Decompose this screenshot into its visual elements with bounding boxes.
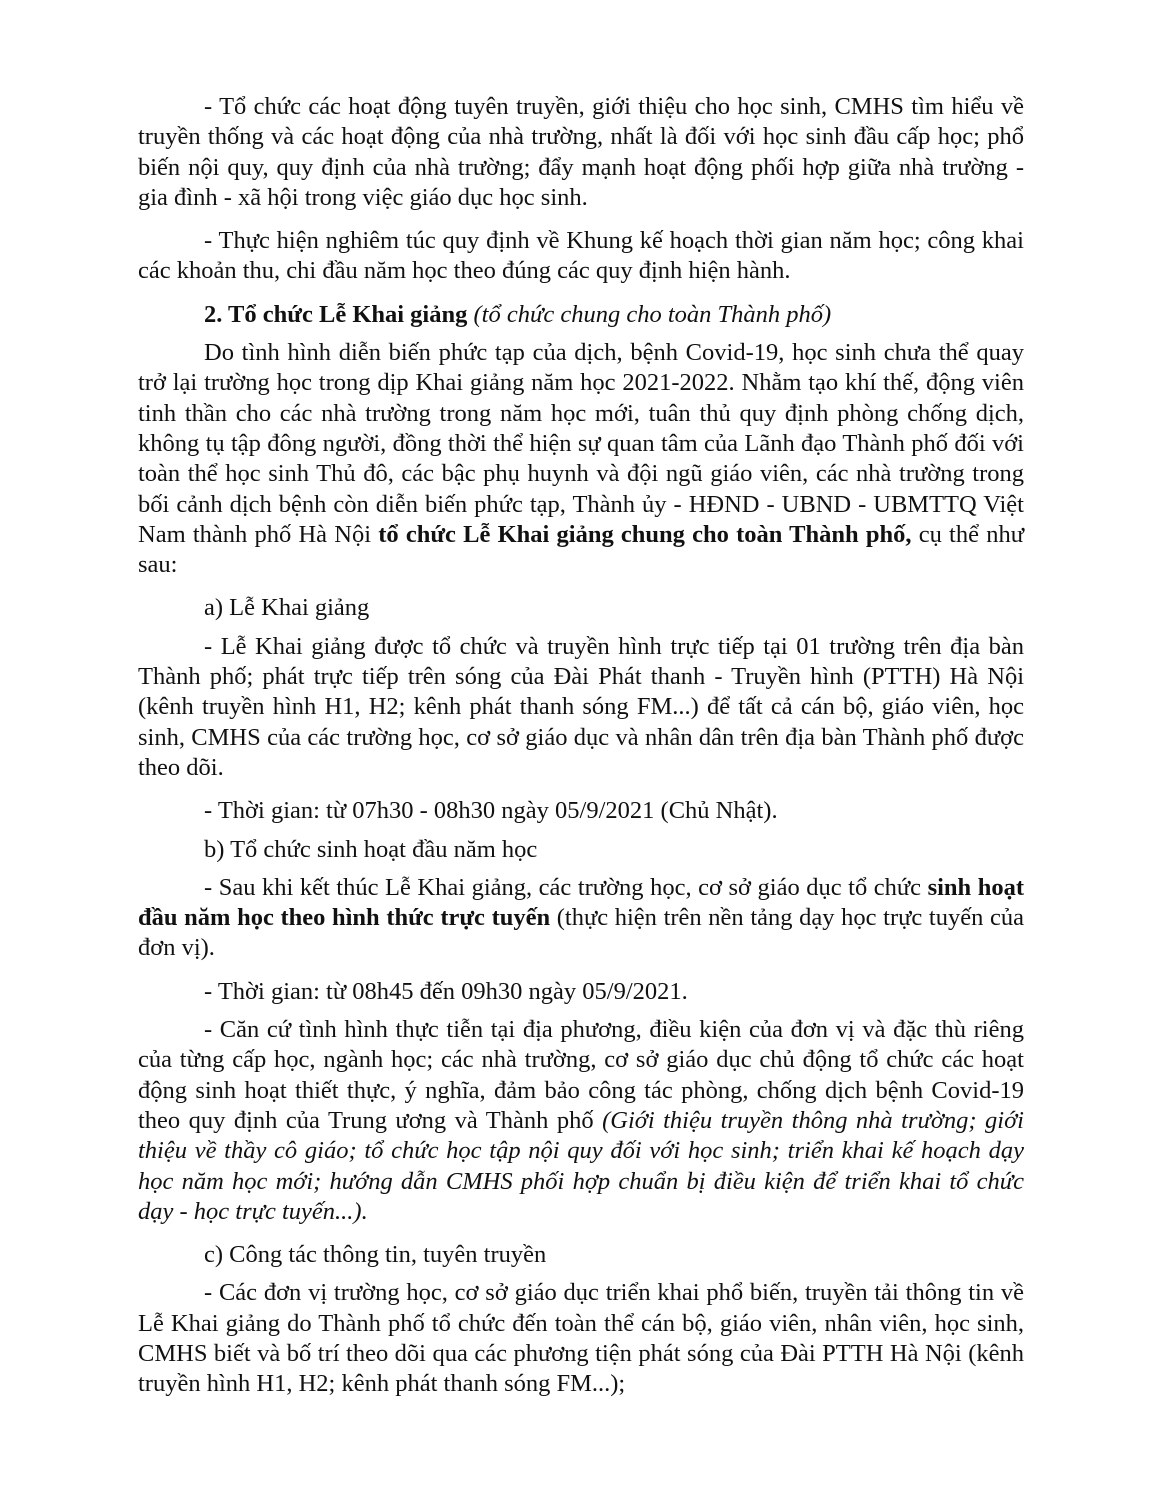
section-heading-note: (tổ chức chung cho toàn Thành phố)	[467, 300, 832, 328]
context-tail: cụ thể như sau:	[138, 520, 1024, 579]
online-bold: sinh hoạt đầu năm học theo hình thức trực tuyến	[138, 873, 1024, 932]
subheading-c: c) Công tác thông tin, tuyên truyền	[204, 1241, 547, 1269]
context-bold: tổ chức Lễ Khai giảng chung cho toàn Thành phố,	[378, 520, 912, 548]
online-tail: (thực hiện trên nền tảng dạy học trực tuyến của đơn vị).	[138, 904, 1024, 962]
context-text: Do tình hình diễn biến phức tạp của dịch, bệnh Covid-19, học sinh chưa thể quay trở lại trường học trong dịp Khai giảng năm học 2021-2022. Nhằm tạo khí thế, động viên tinh thần cho các nhà trường trong năm học mới, tuân thủ quy định phòng chống dịch, không tụ tập đông người, đồng thời thể hiện sự quan tâm của Lãnh đạo Thành phố đối với toàn thể học sinh Thủ đô, các bậc phụ huynh và đội ngũ giáo viên, các nhà trường trong bối cảnh dịch bệnh còn diễn biến phức tạp, Thành ủy - HĐND - UBND - UBMTTQ Việt Nam thành phố Hà Nội	[138, 339, 1024, 548]
section-heading	[138, 300, 1024, 330]
paragraph-outreach: - Tổ chức các hoạt động tuyên truyền, giới thiệu cho học sinh, CMHS tìm hiểu về truyền thống và các hoạt động của nhà trường, nhất là đối với học sinh đầu cấp học; phổ biến nội quy, quy định của nhà trường; đẩy mạnh hoạt động phối hợp giữa nhà trường - gia đình - xã hội trong việc giáo dục học sinh.	[138, 93, 1024, 211]
paragraph-information: - Các đơn vị trường học, cơ sở giáo dục triển khai phổ biến, truyền tải thông tin về Lễ Khai giảng do Thành phố tổ chức đến toàn thể cán bộ, giáo viên, nhân viên, học sinh, CMHS biết và bố trí theo dõi qua các phương tiện phát sóng của Đài PTTH Hà Nội (kênh truyền hình H1, H2; kênh phát thanh sóng FM...);	[138, 1279, 1024, 1398]
paragraph-online-session	[138, 873, 1024, 964]
subheading-a: a) Lễ Khai giảng	[204, 594, 370, 622]
paragraph-session-time: - Thời gian: từ 08h45 đến 09h30 ngày 05/9/2021.	[204, 977, 688, 1005]
section-heading-title: 2. Tổ chức Lễ Khai giảng	[204, 300, 468, 328]
document-page	[138, 92, 1024, 1413]
subheading-b: b) Tổ chức sinh hoạt đầu năm học	[204, 835, 538, 863]
paragraph-schedule-fees: - Thực hiện nghiêm túc quy định về Khung kế hoạch thời gian năm học; công khai các khoản thu, chi đầu năm học theo đúng các quy định hiện hành.	[138, 227, 1024, 285]
paragraph-local-activities	[138, 1015, 1024, 1227]
local-text: - Căn cứ tình hình thực tiễn tại địa phương, điều kiện của đơn vị và đặc thù riêng của từng cấp học, ngành học; các nhà trường, cơ sở giáo dục chủ động tổ chức các hoạt động sinh hoạt thiết thực, ý nghĩa, đảm bảo công tác phòng, chống dịch bệnh Covid-19 theo quy định của Trung ương và Thành phố	[138, 1016, 1024, 1134]
online-text: - Sau khi kết thúc Lễ Khai giảng, các trường học, cơ sở giáo dục tổ chức	[204, 873, 928, 901]
paragraph-broadcast: - Lễ Khai giảng được tổ chức và truyền hình trực tiếp tại 01 trường trên địa bàn Thành phố; phát trực tiếp trên sóng của Đài Phát thanh - Truyền hình (PTTH) Hà Nội (kênh truyền hình H1, H2; kênh phát thanh sóng FM...) để tất cả cán bộ, giáo viên, học sinh, CMHS của các trường học, cơ sở giáo dục và nhân dân trên địa bàn Thành phố được theo dõi.	[138, 632, 1024, 781]
local-italic: (Giới thiệu truyền thông nhà trường; giới thiệu về thầy cô giáo; tổ chức học tập nội quy đối với học sinh; triển khai kế hoạch dạy học năm học mới; hướng dẫn CMHS phối hợp chuẩn bị điều kiện để triển khai tổ chức dạy - học trực tuyến...).	[138, 1106, 1024, 1225]
paragraph-ceremony-time: - Thời gian: từ 07h30 - 08h30 ngày 05/9/2021 (Chủ Nhật).	[204, 797, 778, 825]
paragraph-context	[138, 338, 1024, 580]
